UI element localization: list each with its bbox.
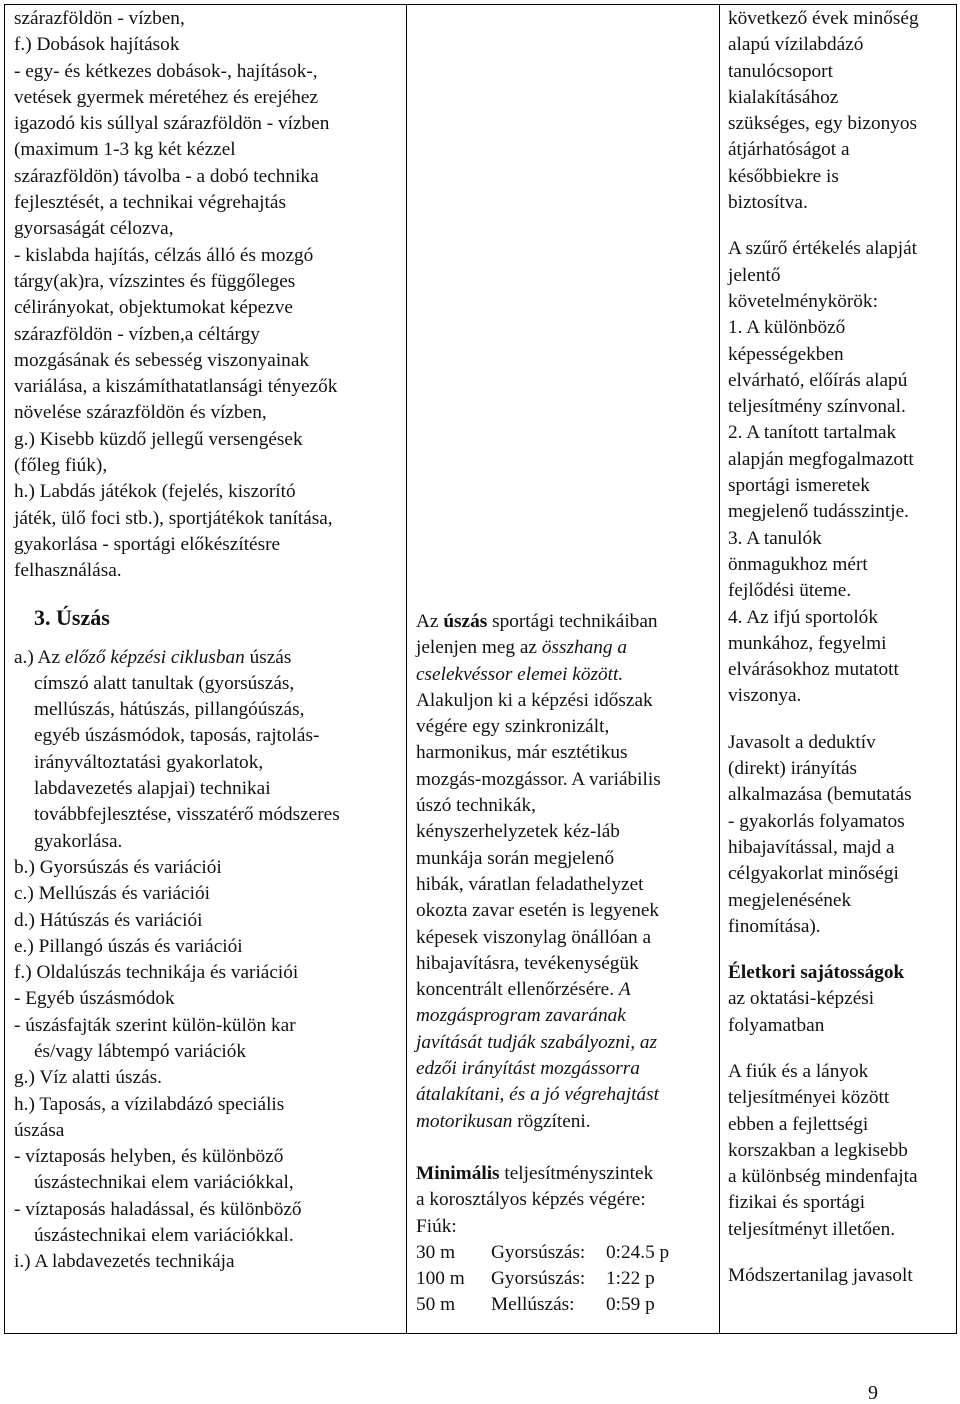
performance-row <box>416 1266 716 1292</box>
text-line: edzői irányítást mozgássorra <box>416 1058 640 1080</box>
text-line: célgyakorlat minőségi <box>728 863 899 885</box>
column-divider <box>719 5 720 1333</box>
text-line: alapján megfogalmazott <box>728 448 914 470</box>
text-line: képesek viszonylag önállóan a <box>416 926 652 948</box>
text-line: hibák, váratlan feladathelyzet <box>416 873 644 895</box>
performance-style: Gyorsúszás: <box>491 1241 586 1263</box>
text-line: 2. A tanított tartalmak <box>728 422 897 444</box>
text-line: - úszásfajták szerint külön-külön kar <box>14 1014 296 1036</box>
text-line: alkalmazása (bemutatás <box>728 784 912 806</box>
performance-time: 0:59 p <box>606 1294 655 1316</box>
performance-table <box>416 1240 716 1319</box>
text-line: munkához, fegyelmi <box>728 632 887 654</box>
text-line: gyakorlása. <box>34 830 123 852</box>
requirements-paragraph <box>728 236 956 709</box>
text-line: igazodó kis súllyal szárazföldön - vízben <box>14 113 330 135</box>
text-line: következő évek minőség <box>728 8 919 29</box>
paragraph <box>728 1059 956 1243</box>
paragraph-line: Módszertanilag javasolt <box>728 1265 913 1287</box>
text-line: irányváltoztatási gyakorlatok, <box>34 751 264 773</box>
performance-dist: 100 m <box>416 1268 465 1290</box>
text-line: átjárhatóságot a <box>728 139 850 161</box>
paragraph-line: jelenjen meg az összhang a <box>416 637 627 659</box>
text-line: tárgy(ak)ra, vízszintes és függőleges <box>14 270 296 292</box>
paragraph <box>728 6 956 216</box>
text-line: szárazföldön) távolba - a dobó technika <box>14 165 319 187</box>
text-line: követelménykörök: <box>728 290 878 312</box>
text-line: (direkt) irányítás <box>728 758 858 780</box>
page-number: 9 <box>868 1382 878 1404</box>
text-line: végére egy szinkronizált, <box>416 716 610 738</box>
text-line: sportági ismeretek <box>728 475 870 497</box>
list-item: úszástechnikai elem variációkkal, <box>34 1172 294 1194</box>
text-line: teljesítményei között <box>728 1087 890 1109</box>
uszas-list <box>14 1065 402 1170</box>
text-line: g.) Víz alatti úszás. <box>14 1067 162 1089</box>
text-line: viszonya. <box>728 685 802 707</box>
text-line: variálása, a kiszámíthatatlansági tényezők <box>14 376 338 398</box>
left-column <box>14 6 402 1276</box>
performance-style: Mellúszás: <box>491 1294 575 1316</box>
performance-time: 0:24.5 p <box>606 1241 670 1263</box>
text-line: fejlesztését, a technikai végrehajtás <box>14 192 286 214</box>
middle-column <box>416 609 716 1319</box>
paragraph-line: a korosztályos képzés végére: <box>416 1189 646 1211</box>
text-line: korszakban a legkisebb <box>728 1139 908 1161</box>
list-item: - víztaposás haladással, és különböző <box>14 1198 302 1220</box>
text-line: - gyakorlás folyamatos <box>728 810 905 832</box>
paragraph <box>728 986 956 1039</box>
performance-row <box>416 1292 716 1318</box>
text-line: f.) Oldalúszás technikája és variációi <box>14 962 299 984</box>
text-line: jelentő <box>728 264 781 286</box>
text-line: szárazföldön - vízben,a céltárgy <box>14 323 260 345</box>
text-line: - kislabda hajítás, célzás álló és mozgó <box>14 244 314 266</box>
content-table <box>4 4 957 1334</box>
text-line: a különbség mindenfajta <box>728 1166 918 1188</box>
text-line: g.) Kisebb küzdő jellegű versengések <box>14 428 303 450</box>
text-line: elvárható, előírás alapú <box>728 369 908 391</box>
text-line: mozgásának és sebesség viszonyainak <box>14 349 310 371</box>
text-line: d.) Hátúszás és variációi <box>14 909 203 931</box>
minimum-levels-title: Minimális teljesítményszintek <box>416 1162 654 1184</box>
text-line: úszó technikák, <box>416 795 536 817</box>
text-line: teljesítmény színvonal. <box>728 396 906 418</box>
text-line: mozgásprogram zavarának <box>416 1005 626 1027</box>
age-characteristics-title: Életkori sajátosságok <box>728 962 905 984</box>
text-line: - egy- és kétkezes dobások-, hajítások-, <box>14 60 318 82</box>
text-line: c.) Mellúszás és variációi <box>14 883 210 905</box>
text-line: elvárásokhoz mutatott <box>728 659 899 681</box>
section-heading-uszas: 3. Úszás <box>34 604 110 630</box>
column-divider <box>406 5 407 1333</box>
text-line: labdavezetés alapjai) technikai <box>34 778 271 800</box>
text-line: önmagukhoz mért <box>728 553 868 575</box>
text-line: munkája során megjelenő <box>416 847 615 869</box>
technique-paragraph <box>416 688 716 977</box>
text-line: okozta zavar esetén is legyenek <box>416 900 660 922</box>
uszas-paragraph <box>14 671 402 855</box>
performance-style: Gyorsúszás: <box>491 1268 586 1290</box>
paragraph-line: Az úszás sportági technikáiban <box>416 611 658 632</box>
text-line: Alakuljon ki a képzési időszak <box>416 689 653 711</box>
text-line: célirányokat, objektumokat képezve <box>14 297 293 319</box>
text-line: 1. A különböző <box>728 317 846 339</box>
text-line: Javasolt a deduktív <box>728 731 876 753</box>
text-line: folyamatban <box>728 1014 825 1036</box>
text-line: gyakorlása - sportági előkészítésre <box>14 533 281 555</box>
text-line: képességekben <box>728 343 844 365</box>
text-line: egyéb úszásmódok, taposás, rajtolás- <box>34 725 320 747</box>
text-line: szükséges, egy bizonyos <box>728 113 918 135</box>
paragraph-line: cselekvéssor elemei között. <box>416 663 624 685</box>
text-line: fejlődési üteme. <box>728 580 852 602</box>
text-line: 4. Az ifjú sportolók <box>728 606 878 628</box>
text-line: kialakításához <box>728 86 839 108</box>
text-line: fizikai és sportági <box>728 1192 866 1214</box>
text-line: f.) Dobások hajítások <box>14 34 180 56</box>
text-line: (főleg fiúk), <box>14 455 108 477</box>
text-line: A fiúk és a lányok <box>728 1060 869 1082</box>
text-line: vetések gyermek méretéhez és erejéhez <box>14 86 319 108</box>
text-line: megjelenésének <box>728 889 852 911</box>
performance-row <box>416 1240 716 1266</box>
text-line: ebben a fejlettségi <box>728 1113 869 1135</box>
uszas-list <box>14 855 402 1039</box>
text-line: harmonikus, már esztétikus <box>416 742 628 764</box>
text-line: megjelenő tudásszintje. <box>728 501 909 523</box>
text-line: finomítása). <box>728 915 821 937</box>
text-line: A szűrő értékelés alapját <box>728 238 917 260</box>
performance-time: 1:22 p <box>606 1268 655 1290</box>
text-line: e.) Pillangó úszás és variációi <box>14 935 243 957</box>
text-line: hibajavításra, tevékenységük <box>416 952 639 974</box>
text-line: átalakítani, és a jó végrehajtást <box>416 1084 659 1106</box>
paragraph-line: motorikusan rögzíteni. <box>416 1110 591 1132</box>
text-line: későbbiekre is <box>728 165 839 187</box>
text-line: h.) Labdás játékok (fejelés, kiszorító <box>14 481 296 503</box>
text-line: továbbfejlesztése, visszatérő módszeres <box>34 804 340 826</box>
text-line: h.) Taposás, a vízilabdázó speciális <box>14 1093 285 1115</box>
right-column <box>728 6 956 1289</box>
paragraph-line: Fiúk: <box>416 1215 457 1237</box>
list-item: i.) A labdavezetés technikája <box>14 1251 235 1273</box>
performance-dist: 30 m <box>416 1241 456 1263</box>
method-paragraph <box>728 730 956 940</box>
text-line: növelése szárazföldön és vízben, <box>14 402 267 424</box>
italic-paragraph <box>416 1003 716 1108</box>
text-line: kényszerhelyzetek kéz-láb <box>416 821 620 843</box>
text-line: b.) Gyorsúszás és variációi <box>14 856 222 878</box>
text-line: biztosítva. <box>728 192 808 214</box>
performance-dist: 50 m <box>416 1294 456 1316</box>
text-line: mellúszás, hátúszás, pillangóúszás, <box>34 699 305 721</box>
list-item: és/vagy lábtempó variációk <box>34 1040 247 1062</box>
text-line: teljesítményt illetően. <box>728 1218 896 1240</box>
text-line: játék, ülő foci stb.), sportjátékok tanítása, <box>14 507 333 529</box>
text-line: úszása <box>14 1119 65 1141</box>
list-item: úszástechnikai elem variációkkal. <box>34 1225 294 1247</box>
text-line: szárazföldön - vízben, <box>14 8 185 29</box>
text-line: tanulócsoport <box>728 60 833 82</box>
text-line: hibajavítással, majd a <box>728 836 895 858</box>
text-line: javítását tudják szabályozni, az <box>416 1031 658 1053</box>
text-line: címszó alatt tanultak (gyorsúszás, <box>34 672 295 694</box>
text-line: - Egyéb úszásmódok <box>14 988 175 1010</box>
text-line: - víztaposás helyben, és különböző <box>14 1146 284 1168</box>
text-line: gyorsaságát célozva, <box>14 218 174 240</box>
paragraph-line: a.) Az előző képzési ciklusban úszás <box>14 646 292 668</box>
text-line: az oktatási-képzési <box>728 988 875 1010</box>
text-line: alapú vízilabdázó <box>728 34 864 56</box>
text-line: mozgás-mozgássor. A variábilis <box>416 768 661 790</box>
text-line: 3. A tanulók <box>728 527 822 549</box>
text-line: (maximum 1-3 kg két kézzel <box>14 139 236 161</box>
text-line: felhasználása. <box>14 560 122 582</box>
paragraph-line: koncentrált ellenőrzésére. A <box>416 979 631 1001</box>
dobasok-section <box>14 6 402 585</box>
